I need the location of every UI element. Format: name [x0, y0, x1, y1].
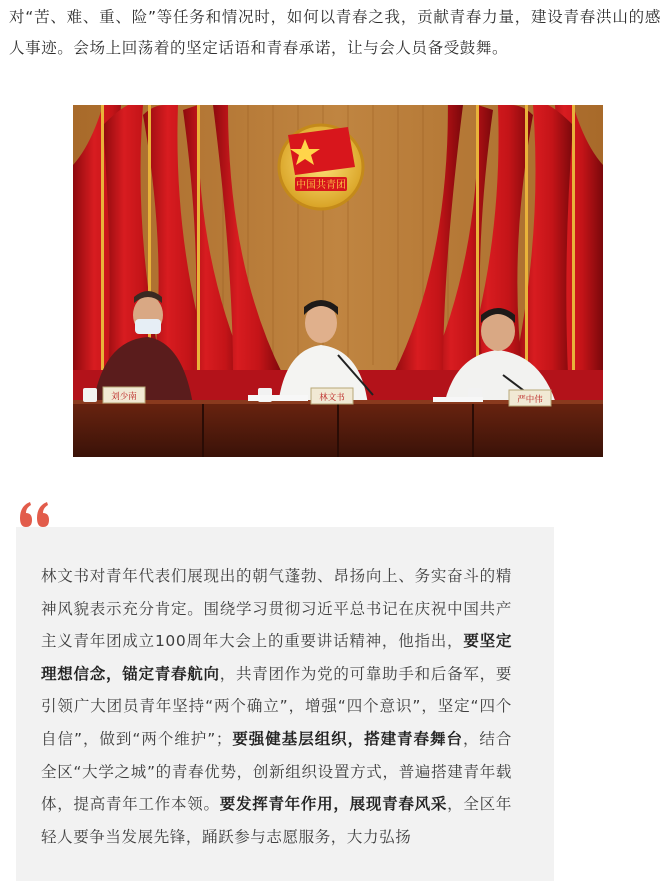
- quote-segment: 林文书对青年代表们展现出的朝气蓬勃、昂扬向上、务实奋斗的精神风貌表示充分肯定。围绕学习贯彻习近平总书记在庆祝中国共产主义青年团成立100周年大会上的重要讲话精神，他指出，: [41, 567, 512, 651]
- quote-highlight-1: 要坚定理想信念，锚定青春航向: [41, 632, 512, 683]
- svg-text:刘少南: 刘少南: [111, 392, 137, 402]
- quote-highlight-2: 要强健基层组织，搭建青春舞台: [231, 729, 463, 748]
- quote-mark-icon: [18, 500, 54, 530]
- youth-league-emblem: [279, 125, 363, 209]
- intro-text: 对“苦、难、重、险”等任务和情况时，如何以青春之我，贡献青春力量，建设青春洪山的感人事迹。会场上回荡着的坚定话语和青春承诺，让与会人员备受鼓舞。: [9, 8, 661, 57]
- nameplate-left: [103, 387, 145, 403]
- svg-text:林文书: 林文书: [319, 393, 345, 403]
- svg-text:严中伟: 严中伟: [517, 395, 543, 405]
- intro-paragraph: [9, 2, 661, 64]
- meeting-photo: [73, 105, 603, 457]
- quote-segment: ，共青团作为党的可靠助手和后备军，要引领广大团员青年坚持“两个确立”，增强“四个意识”，坚定“四个自信”，做到“两个维护”；: [41, 664, 512, 748]
- quote-paragraph: [41, 560, 512, 853]
- nameplate-right: [509, 390, 551, 406]
- quote-segment: ，全区年轻人要争当发展先锋，踊跃参与志愿服务，大力弘扬: [41, 795, 512, 846]
- quote-highlight-3: 要发挥青年作用，展现青春风采: [219, 795, 448, 814]
- emblem-text: 中国共青团: [296, 180, 346, 191]
- quote-segment: ，结合全区“大学之城”的青春优势，创新组织设置方式，普遍搭建青年载体，提高青年工作本领。: [41, 729, 512, 814]
- nameplate-center: [311, 388, 353, 404]
